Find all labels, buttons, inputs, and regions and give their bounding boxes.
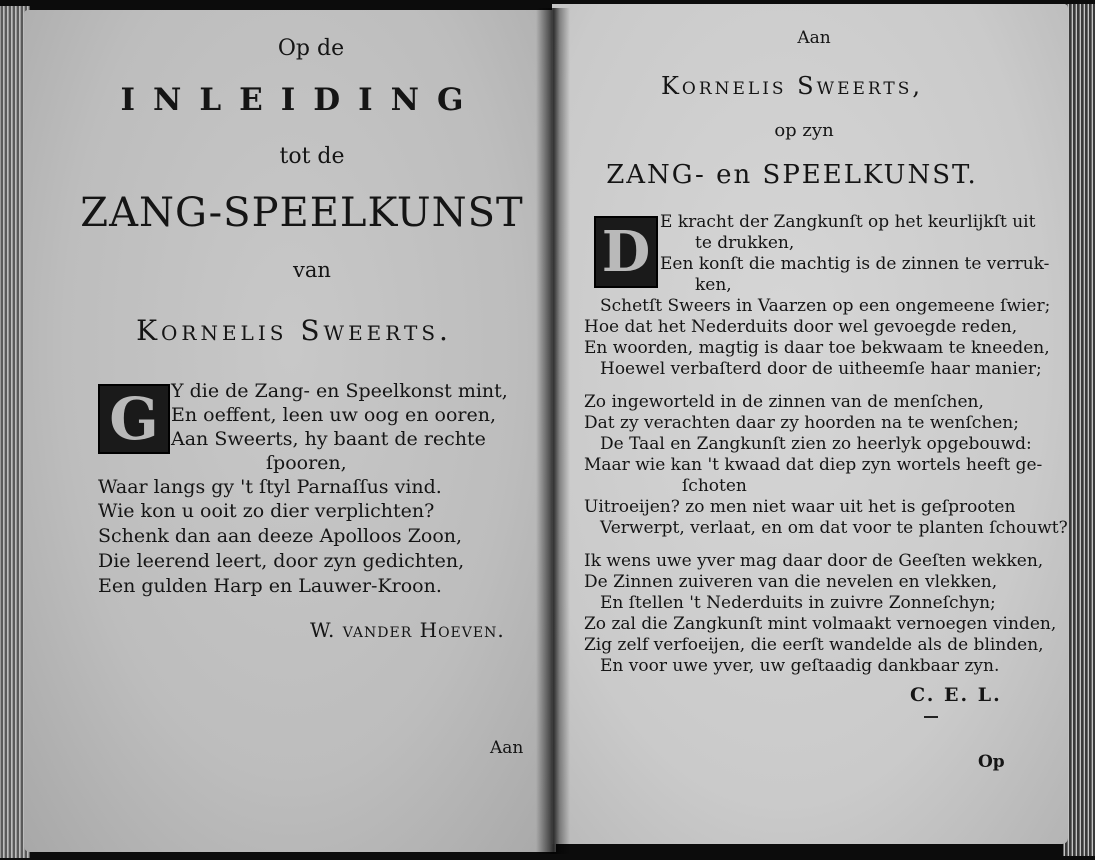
right-stanza2-line-1: Zo ingeworteld in de zinnen van de menſchen,: [584, 392, 984, 412]
right-page: [552, 4, 1068, 844]
right-stanza3-line-3: En ſtellen 't Nederduits in zuivre Zonneſchyn;: [600, 593, 996, 613]
left-heading-tot: tot de: [279, 144, 345, 169]
book-gutter: [536, 8, 570, 854]
left-heading-title: ZANG-SPEELKUNST: [80, 190, 524, 236]
left-poem-line-8: Die leerend leert, door zyn gedichten,: [98, 550, 465, 572]
right-stanza3-line-1: Ik wens uwe yver mag daar door de Geeſten wekken,: [584, 551, 1044, 571]
right-rule: [924, 716, 938, 718]
right-stanza1-line-6: Hoe dat het Nederduits door wel gevoegde reden,: [584, 317, 1018, 337]
right-stanza2-line-4: Maar wie kan 't kwaad dat diep zyn wortels heeft ge-: [584, 455, 1043, 475]
right-stanza1-line-2: te drukken,: [695, 233, 795, 253]
left-catchword: Aan: [490, 738, 524, 758]
left-heading-inleiding: INLEIDING: [120, 82, 482, 118]
left-drop-cap: G: [98, 384, 170, 454]
right-stanza3-line-4: Zo zal die Zangkunſt mint volmaakt vernoegen vinden,: [584, 614, 1057, 634]
right-stanza2-line-3: De Taal en Zangkunſt zien zo heerlyk opgebouwd:: [600, 434, 1032, 454]
left-poem-line-7: Schenk dan aan deeze Apolloos Zoon,: [98, 525, 463, 547]
right-drop-cap: D: [594, 216, 658, 288]
right-stanza3-line-2: De Zinnen zuiveren van die nevelen en vlekken,: [584, 572, 998, 592]
left-heading-van: van: [293, 258, 331, 282]
left-poem-line-6: Wie kon u ooit zo dier verplichten?: [98, 500, 435, 522]
left-poem-line-3: Aan Sweerts, hy baant de rechte: [171, 428, 486, 450]
right-stanza1-line-8: Hoewel verbaſterd door de uitheemſe haar manier;: [600, 359, 1042, 379]
right-stanza1-line-3: Een konſt die machtig is de zinnen te verruk-: [660, 254, 1050, 274]
left-heading-author: Kornelis Sweerts.: [136, 314, 452, 347]
right-stanza2-line-7: Verwerpt, verlaat, en om dat voor te planten ſchouwt?: [600, 518, 1068, 538]
right-stanza2-line-6: Uitroeijen? zo men niet waar uit het is geſprooten: [584, 497, 1016, 517]
right-heading-op: op zyn: [774, 120, 834, 141]
right-catchword: Op: [978, 752, 1005, 772]
right-stanza3-line-6: En voor uwe yver, uw geſtaadig dankbaar zyn.: [600, 656, 1000, 676]
right-stanza1-line-5: Schetſt Sweers in Vaarzen op een ongemeene ſwier;: [600, 296, 1051, 316]
right-signature: C. E. L.: [910, 684, 1002, 706]
right-heading-aan: Aan: [797, 28, 831, 48]
right-heading-name: Kornelis Sweerts,: [660, 72, 924, 100]
right-stanza1-line-7: En woorden, magtig is daar toe bekwaam te kneeden,: [584, 338, 1050, 358]
left-heading-op: Op de: [277, 36, 345, 61]
left-poem-line-4: ſpooren,: [266, 452, 347, 474]
right-stanza1-line-1: E kracht der Zangkunſt op het keurlijkſt uit: [660, 212, 1036, 232]
left-poem-line-9: Een gulden Harp en Lauwer-Kroon.: [98, 575, 442, 597]
right-stanza2-line-5: ſchoten: [682, 476, 747, 496]
right-stanza3-line-5: Zig zelf verfoeijen, die eerſt wandelde als de blinden,: [584, 635, 1044, 655]
right-stanza1-line-4: ken,: [695, 275, 732, 295]
left-poem-line-5: Waar langs gy 't ſtyl Parnaſſus vind.: [98, 476, 442, 498]
right-stanza2-line-2: Dat zy verachten daar zy hoorden na te wenſchen;: [584, 413, 1019, 433]
right-heading-title: ZANG- en SPEELKUNST.: [606, 160, 978, 190]
left-signature: W. vander Hoeven.: [310, 618, 505, 642]
left-poem-line-1: Y die de Zang- en Speelkonst mint,: [171, 380, 508, 402]
left-page: [24, 10, 556, 852]
left-poem-line-2: En oeffent, leen uw oog en ooren,: [171, 404, 496, 426]
